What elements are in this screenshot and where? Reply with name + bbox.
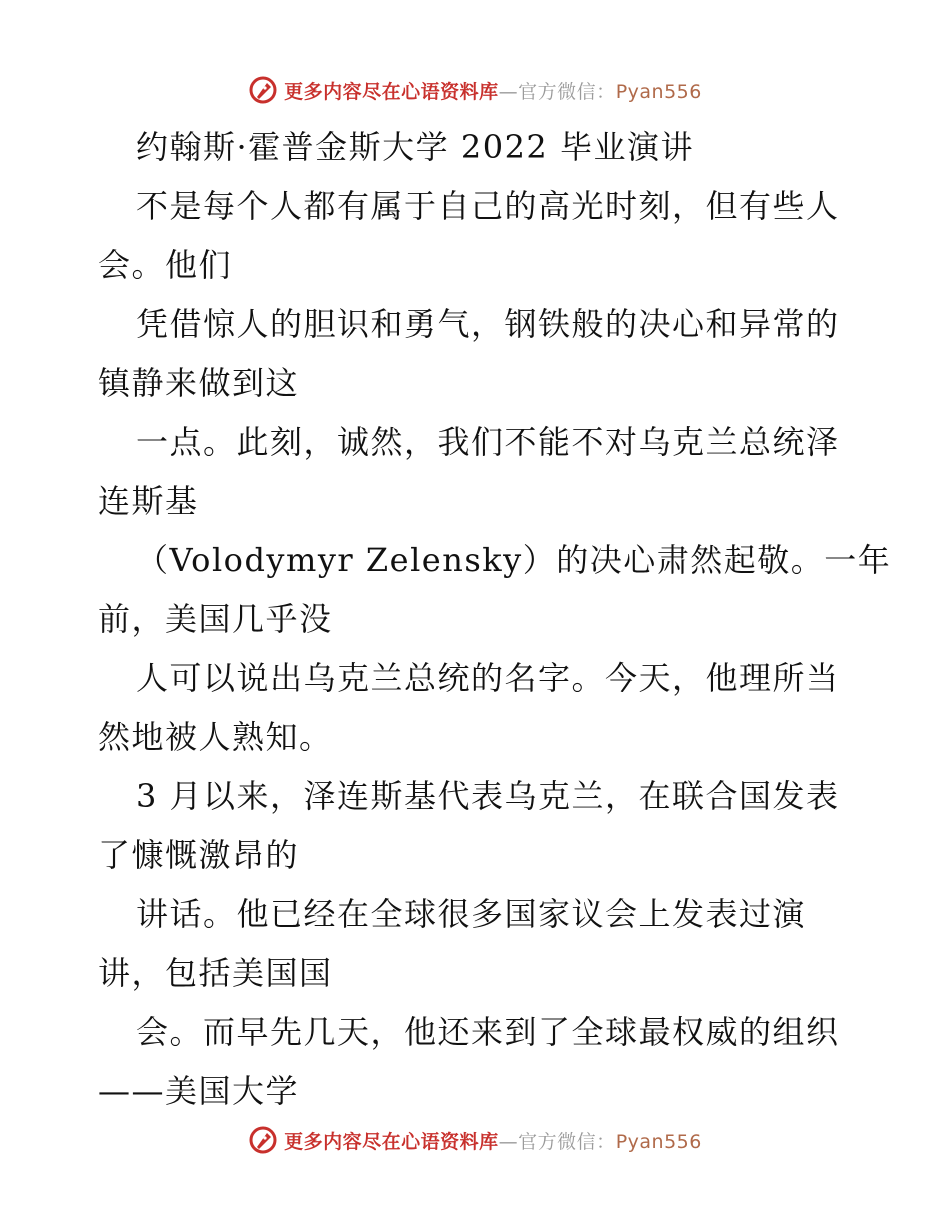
text-line: 会。他们 xyxy=(98,246,233,284)
watermark-wechat-label: 官方微信： xyxy=(518,1130,616,1153)
watermark-account: Pyan556 xyxy=(615,1130,702,1153)
pen-nib-circle-icon xyxy=(248,1125,278,1155)
document-body xyxy=(98,118,892,1121)
watermark-site-name: 更多内容尽在心语资料库 xyxy=(284,80,499,103)
header-watermark xyxy=(0,72,950,108)
text-line: 讲话。他已经在全球很多国家议会上发表过演 xyxy=(136,895,807,933)
text-line: 会。而早先几天，他还来到了全球最权威的组织 xyxy=(136,1013,840,1051)
text-line: 了慷慨激昂的 xyxy=(98,836,300,874)
text-line: ——美国大学 xyxy=(98,1072,300,1110)
watermark-site-name: 更多内容尽在心语资料库 xyxy=(284,1130,499,1153)
text-line: 一点。此刻，诚然，我们不能不对乌克兰总统泽 xyxy=(136,423,840,461)
text-line: 凭借惊人的胆识和勇气，钢铁般的决心和异常的 xyxy=(136,305,840,343)
watermark-account: Pyan556 xyxy=(615,80,702,103)
text-line: 人可以说出乌克兰总统的名字。今天，他理所当 xyxy=(136,659,840,697)
watermark-wechat-label: 官方微信： xyxy=(518,80,616,103)
text-line: 讲，包括美国国 xyxy=(98,954,333,992)
text-line: 连斯基 xyxy=(98,482,199,520)
text-line: 前，美国几乎没 xyxy=(98,600,333,638)
text-line: 镇静来做到这 xyxy=(98,364,300,402)
text-line: （Volodymyr Zelensky）的决心肃然起敬。一年 xyxy=(136,541,892,579)
text-line: 不是每个人都有属于自己的高光时刻，但有些人 xyxy=(136,187,840,225)
text-line: 然地被人熟知。 xyxy=(98,718,333,756)
document-title: 约翰斯·霍普金斯大学 2022 毕业演讲 xyxy=(136,128,694,166)
pen-nib-circle-icon xyxy=(248,75,278,105)
watermark-dash: — xyxy=(498,1130,519,1153)
footer-watermark xyxy=(0,1122,950,1158)
watermark-dash: — xyxy=(498,80,519,103)
text-line: 3 月以来，泽连斯基代表乌克兰，在联合国发表 xyxy=(136,777,840,815)
